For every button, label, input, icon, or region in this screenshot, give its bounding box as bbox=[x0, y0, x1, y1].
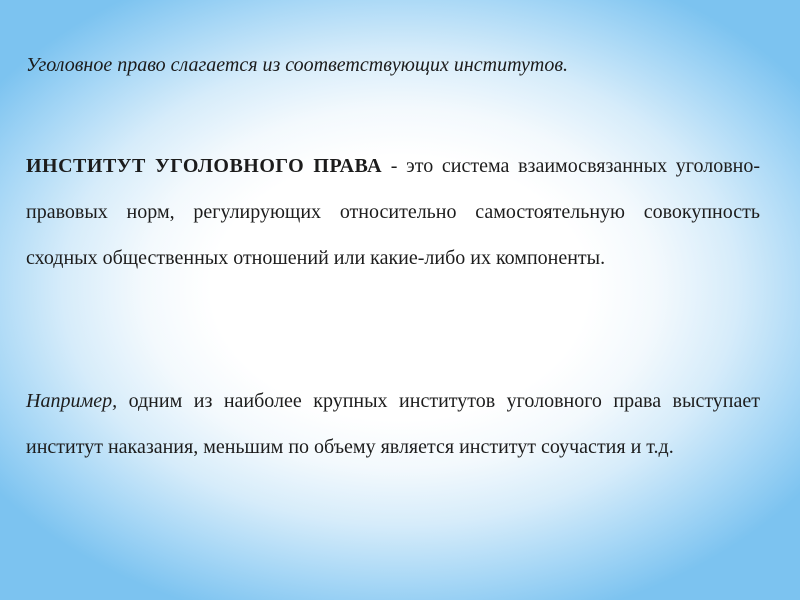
intro-text: Уголовное право слагается из соответствующих институтов. bbox=[26, 54, 569, 76]
example-paragraph bbox=[26, 378, 760, 470]
definition-term: ИНСТИТУТ УГОЛОВНОГО ПРАВА bbox=[26, 155, 383, 177]
example-text: одним из наиболее крупных институтов уголовного права выступает институт наказания, меньшим по объему является институт соучастия и т.д. bbox=[26, 390, 760, 458]
example-lead: Например, bbox=[26, 390, 118, 412]
definition-text: - это система взаимосвязанных уголовно-правовых норм, регулирующих относительно самостоятельную совокупность сходных общественных отношений или какие-либо их компоненты. bbox=[26, 155, 761, 269]
definition-paragraph bbox=[26, 143, 760, 281]
